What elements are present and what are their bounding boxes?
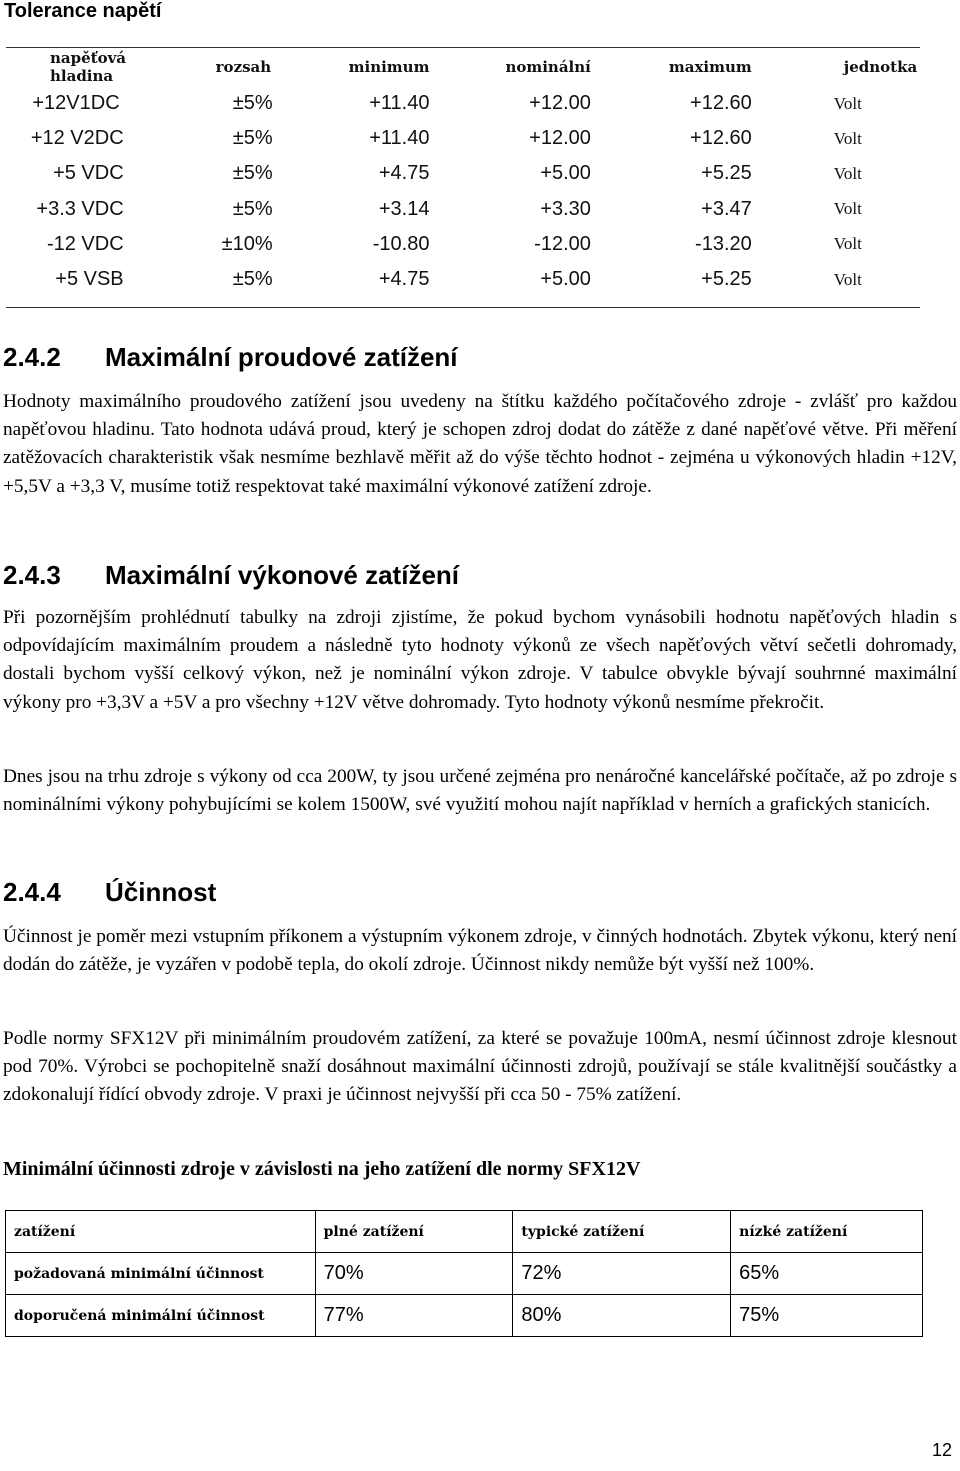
nominal: +12.00: [529, 92, 591, 115]
maximum: +12.60: [690, 92, 752, 115]
row-label: doporučená minimální účinnost: [6, 1295, 316, 1337]
maximum: +3.47: [701, 197, 752, 220]
voltage-tolerance-table: [6, 47, 920, 308]
paragraph: Dnes jsou na trhu zdroje s výkony od cca 200W, ty jsou určené zejména pro nenáročné kancelářské počítače, až po zdroje s nominálními výkony pohybujícími se kolem 1500W, své využití mohou najít například v herních a grafických stanicích.: [3, 766, 957, 816]
section-heading-2-4-2: [3, 342, 458, 373]
table-cell: 75%: [731, 1295, 923, 1337]
voltage-level: +5 VDC: [53, 162, 124, 185]
minimum: +11.40: [369, 92, 430, 115]
page-number: 12: [931, 1440, 952, 1460]
table-header-row: [6, 48, 920, 86]
column-header: typické zatížení: [513, 1211, 731, 1253]
table-cell: 65%: [731, 1253, 923, 1295]
maximum: -13.20: [695, 232, 752, 255]
minimum: +4.75: [378, 268, 430, 291]
maximum: +5.25: [701, 162, 752, 185]
section-title: Účinnost: [105, 877, 217, 907]
range: ±5%: [232, 92, 273, 115]
range: ±10%: [221, 232, 273, 255]
column-header: plné zatížení: [315, 1211, 513, 1253]
column-header: maximum: [668, 58, 752, 76]
section-number: 2.4.3: [3, 560, 61, 590]
column-header: rozsah: [215, 58, 272, 76]
unit: Volt: [833, 234, 862, 254]
section-heading-2-4-3: [3, 560, 459, 591]
table-row: [6, 262, 920, 297]
voltage-level: -12 VDC: [46, 232, 124, 255]
unit: Volt: [833, 199, 862, 219]
table-cell: 72%: [513, 1253, 731, 1295]
maximum: +12.60: [690, 127, 752, 150]
table-row: [6, 227, 920, 262]
nominal: +5.00: [540, 162, 591, 185]
table-cell: 80%: [513, 1295, 731, 1337]
table-cell: 77%: [315, 1295, 513, 1337]
efficiency-table: [5, 1210, 923, 1337]
section-number: 2.4.4: [3, 877, 61, 907]
table-row: [6, 121, 920, 156]
section-title: Maximální výkonové zatížení: [105, 560, 460, 590]
unit: Volt: [833, 163, 862, 183]
paragraph: Podle normy SFX12V při minimálním proudovém zatížení, za které se považuje 100mA, nesmí účinnost zdroje klesnout pod 70%. Výrobci se pochopitelně snaží dosáhnout maximální účinnosti zdrojů, používají se stále kvalitnější součástky a zdokonalují řídící obvody zdroje. V praxi je účinnost nejvyšší při cca 50 - 75% zatížení.: [3, 1028, 957, 1106]
table-header-row: [6, 1211, 923, 1253]
section-title: Maximální proudové zatížení: [105, 342, 458, 372]
section-heading-2-4-4: [3, 877, 216, 908]
paragraph: Hodnoty maximálního proudového zatížení jsou uvedeny na štítku každého počítačového zdroje - zvlášť pro každou napěťovou hladinu. Tato hodnota udává proud, který je schopen zdroj dodat do zátěže z dané napěťové větve. Při měření zatěžovacích charakteristik však nesmíme bezhlavě měřit až do výše těchto hodnot - zejména u výkonových hladin +12V, +5,5V a +3,3 V, musíme totiž respektovat také maximální výkonové zatížení zdroje.: [3, 391, 957, 497]
voltage-level: +5 VSB: [55, 268, 124, 291]
nominal: +3.30: [540, 197, 591, 220]
minimum: +11.40: [369, 127, 430, 150]
table-caption: Minimální účinnosti zdroje v závislosti na jeho zatížení dle normy SFX12V: [3, 1158, 641, 1180]
column-header: nominální: [505, 58, 591, 76]
column-header: napěťová hladina: [50, 49, 127, 85]
table-row: [6, 156, 920, 191]
paragraph: Účinnost je poměr mezi vstupním příkonem a výstupním výkonem zdroje, v činných hodnotách. Zbytek výkonu, který není dodán do zátěže, je vyzářen v podobě tepla, do okolí zdroje. Účinnost nikdy nemůže být vyšší než 100%.: [3, 926, 957, 976]
column-header: jednotka: [843, 58, 918, 76]
range: ±5%: [232, 268, 273, 291]
range: ±5%: [232, 162, 273, 185]
nominal: -12.00: [534, 232, 591, 255]
unit: Volt: [833, 93, 862, 113]
voltage-level: +12 V2DC: [30, 127, 124, 150]
nominal: +5.00: [540, 268, 591, 291]
range: ±5%: [232, 197, 273, 220]
column-header: zatížení: [6, 1211, 316, 1253]
voltage-level: +12V1DC: [32, 92, 120, 115]
unit: Volt: [833, 269, 862, 289]
nominal: +12.00: [529, 127, 591, 150]
maximum: +5.25: [701, 268, 752, 291]
column-header: nízké zatížení: [731, 1211, 923, 1253]
range: ±5%: [232, 127, 273, 150]
section-number: 2.4.2: [3, 342, 61, 372]
table-row: [6, 1295, 923, 1337]
table-row: [6, 86, 920, 121]
table-row: [6, 192, 920, 227]
page-title: Tolerance napětí: [4, 0, 162, 22]
table-row: [6, 1253, 923, 1295]
column-header: minimum: [348, 58, 430, 76]
minimum: +3.14: [378, 197, 430, 220]
paragraph: Při pozornějším prohlédnutí tabulky na zdroji zjistíme, že pokud bychom vynásobili hodnotu napěťových hladin s odpovídajícím maximálním proudem a následně tyto hodnoty výkonů ze všech napěťových větví sečetli dohromady, dostali bychom vyšší celkový výkon, než je nominální výkon zdroje. V tabulce obvykle bývají souhrnné maximální výkony pro +3,3V a +5V a pro všechny +12V větve dohromady. Tyto hodnoty výkonů nesmíme překročit.: [3, 607, 957, 713]
unit: Volt: [833, 128, 862, 148]
voltage-level: +3.3 VDC: [36, 197, 124, 220]
row-label: požadovaná minimální účinnost: [6, 1253, 316, 1295]
minimum: -10.80: [372, 232, 430, 255]
table-cell: 70%: [315, 1253, 513, 1295]
minimum: +4.75: [378, 162, 430, 185]
